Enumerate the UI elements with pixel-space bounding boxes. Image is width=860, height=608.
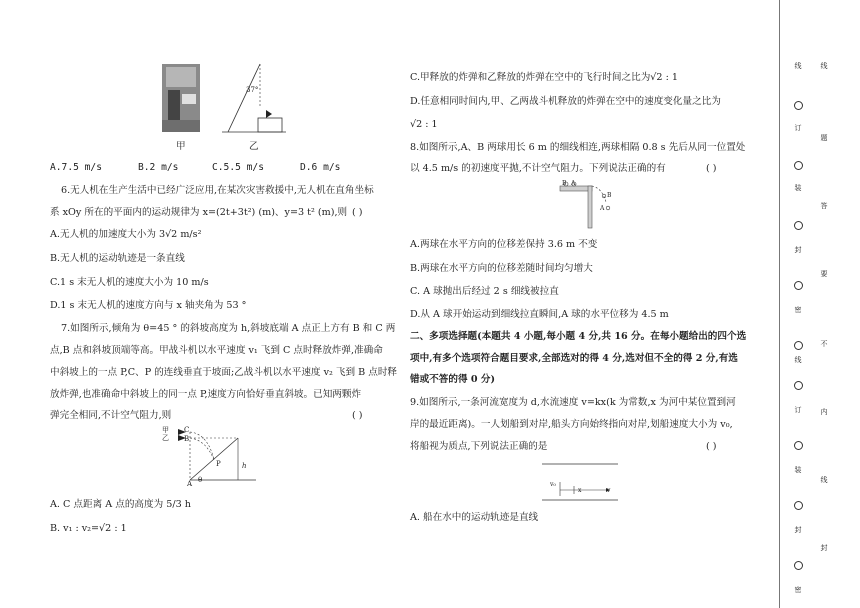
q7-fig-label-a: A (187, 480, 193, 488)
binding-warning-char: 封 (820, 544, 828, 552)
q7-option-d: D.任意相同时间内,甲、乙两战斗机释放的炸弹在空中的速度变化量之比为 (410, 96, 721, 107)
q7-figure-svg (168, 428, 260, 486)
binding-char: 封 (794, 246, 802, 254)
q8-fig-label-a2: A (600, 205, 605, 212)
q7-fig-label-c: C (184, 426, 190, 434)
q9-fig-label-v: v (607, 487, 611, 494)
q7-line3: 中斜坡上的一点 P,C、P 的连线垂直于坡面;乙战斗机以水平速度 v₂ 飞到 B 点时释 (50, 367, 398, 378)
binding-circle (792, 555, 804, 574)
q7-option-c: C.甲释放的炸弹和乙释放的炸弹在空中的飞行时间之比为√2 : 1 (410, 72, 678, 83)
q9-option-a: A. 船在水中的运动轨迹是直线 (410, 512, 539, 523)
binding-char: 装 (794, 184, 802, 192)
q5-figure (160, 62, 290, 152)
q9-line1: 9.如图所示,一条河流宽度为 d,水流速度 v=kx(k 为常数,x 为河中某位置到河 (410, 397, 736, 408)
binding-circle (792, 335, 804, 354)
q7-fig-label-b: B (184, 435, 190, 443)
fig-angle-label: 37° (246, 86, 259, 94)
q6-paren: ( ) (352, 207, 363, 218)
binding-circle (792, 215, 804, 234)
binding-circle (792, 435, 804, 454)
binding-circle (792, 95, 804, 114)
binding-char: 密 (794, 586, 802, 594)
binding-char: 订 (794, 406, 802, 414)
binding-circle (792, 155, 804, 174)
q8-figure (550, 178, 620, 230)
binding-circle (792, 375, 804, 394)
q8-fig-label-b2: B (607, 192, 612, 199)
q8-option-c: C. A 球抛出后经过 2 s 细线被拉直 (410, 286, 559, 297)
q8-fig-label-a1: A (571, 180, 576, 187)
q7-fig-label-h: h (242, 462, 247, 470)
binding-warning-char: 答 (820, 202, 828, 210)
binding-circle (792, 275, 804, 294)
q5-option-c: C.5.5 m/s (212, 162, 264, 173)
q8-option-b: B.两球在水平方向的位移差随时间均匀增大 (410, 263, 593, 274)
q6-option-b: B.无人机的运动轨迹是一条直线 (50, 253, 185, 264)
q6-line1: 6.无人机在生产生活中已经广泛应用,在某次灾害救援中,无人机在直角坐标 (61, 185, 374, 196)
q7-line2: 点,B 点和斜坡顶端等高。甲战斗机以水平速度 v₁ 飞到 C 点时释放炸弹,准确命 (50, 345, 383, 356)
q7-option-d-cont: √2 : 1 (410, 119, 438, 130)
q7-option-a: A. C 点距离 A 点的高度为 5/3 h (50, 499, 191, 510)
q5-option-d: D.6 m/s (300, 162, 341, 173)
q7-fig-label-jia: 甲 (162, 426, 169, 434)
q6-option-c: C.1 s 末无人机的速度大小为 10 m/s (50, 277, 209, 288)
q5-option-a: A.7.5 m/s (50, 162, 102, 173)
q7-figure (168, 428, 260, 486)
section2-line3: 错或不答的得 0 分) (410, 374, 496, 385)
section2-line1: 二、多项选择题(本题共 4 小题,每小题 4 分,共 16 分。在每小题给出的四个选 (410, 331, 747, 342)
binding-warning-char: 题 (820, 134, 828, 142)
q8-paren: ( ) (706, 163, 717, 174)
q8-fig-label-b1: B (562, 180, 567, 187)
binding-warning-char: 线 (820, 62, 828, 70)
q9-line2: 岸的最近距离)。一人划船到对岸,船头方向始终指向对岸,划船速度大小为 v₀, (410, 419, 733, 430)
binding-warning-char: 不 (820, 340, 828, 348)
section2-line2: 项中,有多个选项符合题目要求,全部选对的得 4 分,选对但不全的得 2 分,有选 (410, 353, 738, 364)
binding-char: 订 (794, 124, 802, 132)
binding-circle (792, 495, 804, 514)
q6-option-a: A.无人机的加速度大小为 3√2 m/s² (50, 229, 202, 240)
q8-option-d: D.从 A 球开始运动到细线拉直瞬间,A 球的水平位移为 4.5 m (410, 309, 669, 320)
binding-char: 线 (794, 62, 802, 70)
q9-fig-label-v0: v₀ (550, 481, 556, 488)
binding-char: 装 (794, 466, 802, 474)
q7-line5: 弹完全相同,不计空气阻力,则 (50, 410, 172, 421)
q7-paren: ( ) (352, 410, 363, 421)
binding-char: 线 (794, 356, 802, 364)
binding-margin (778, 0, 860, 608)
q8-line2: 以 4.5 m/s 的初速度平抛,不计空气阻力。下列说法正确的有 (410, 163, 666, 174)
q7-line4: 放炸弹,也准确命中斜坡上的同一点 P,速度方向恰好垂直斜坡。已知两颗炸 (50, 389, 362, 400)
q5-option-b: B.2 m/s (138, 162, 179, 173)
q8-option-a: A.两球在水平方向的位移差保持 3.6 m 不变 (410, 239, 598, 250)
q7-fig-label-theta: θ (198, 476, 203, 484)
q5-figure-svg (160, 62, 290, 152)
q7-option-b: B. v₁ : v₂=√2 : 1 (50, 523, 127, 534)
q8-line1: 8.如图所示,A、B 两球用长 6 m 的细线相连,两球相隔 0.8 s 先后从同一位置处 (410, 142, 746, 153)
binding-char: 封 (794, 526, 802, 534)
binding-warning-char: 要 (820, 270, 828, 278)
binding-warning-char: 内 (820, 408, 828, 416)
q9-line3: 将船视为质点,下列说法正确的是 (410, 441, 548, 452)
q7-fig-label-yi: 乙 (162, 434, 169, 442)
fig-yi-label: 乙 (249, 141, 259, 152)
q9-paren: ( ) (706, 441, 717, 452)
q7-line1: 7.如图所示,倾角为 θ=45 ° 的斜坡高度为 h,斜坡底端 A 点正上方有 B 和 C 两 (61, 323, 396, 334)
q7-fig-label-p: P (216, 460, 221, 468)
binding-char: 密 (794, 306, 802, 314)
q9-fig-label-x: x (578, 487, 582, 494)
binding-line (779, 0, 780, 608)
q6-line2: 系 xOy 所在的平面内的运动规律为 x=(2t+3t²) (m)、y=3 t² (m),则 (50, 207, 348, 218)
q6-option-d: D.1 s 末无人机的速度方向与 x 轴夹角为 53 ° (50, 300, 247, 311)
fig-jia-label: 甲 (176, 141, 186, 152)
q8-figure-svg (550, 178, 620, 230)
binding-warning-char: 线 (820, 476, 828, 484)
